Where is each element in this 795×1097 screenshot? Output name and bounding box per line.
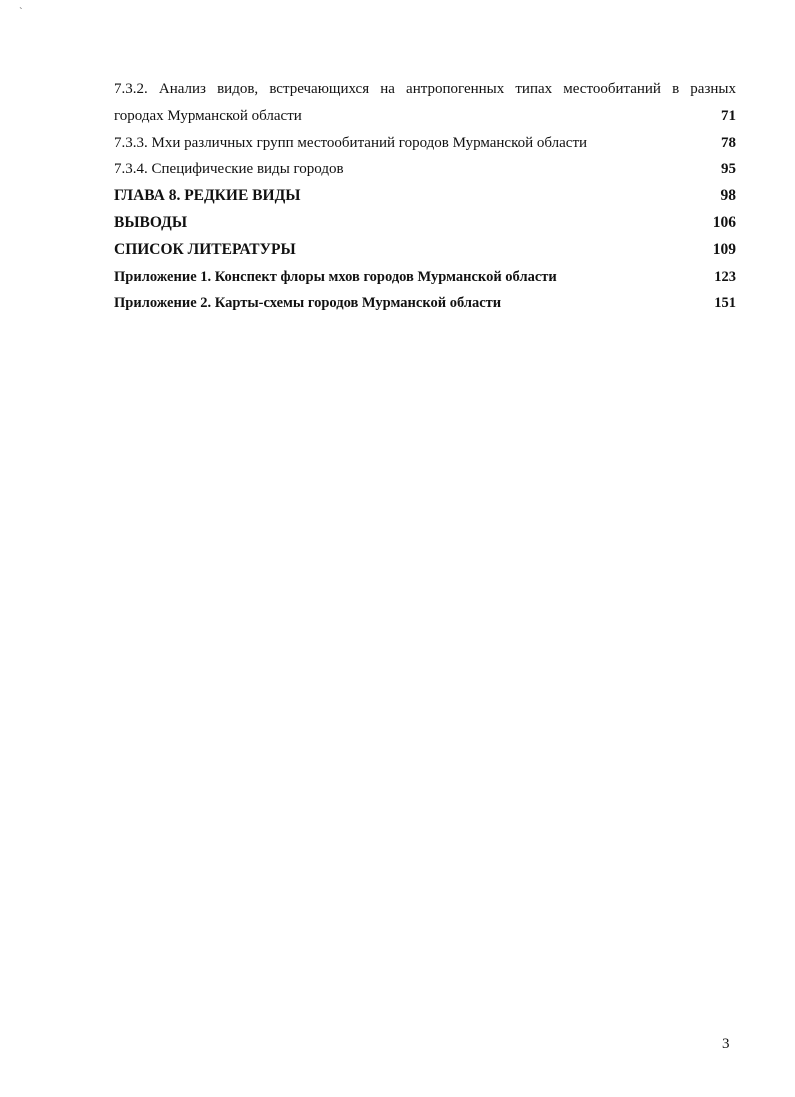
toc-entry-page: 78 [721,134,736,151]
table-of-contents [114,76,736,317]
toc-entry-appendix-1 [114,264,736,291]
toc-entry-page: 98 [720,187,736,205]
toc-entry-title: СПИСОК ЛИТЕРАТУРЫ [114,240,296,258]
toc-entry-chapter-8 [114,183,736,210]
toc-entry-page: 71 [721,107,736,124]
toc-entry-7-3-2-line-1: 7.3.2. Анализ видов, встречающихся на антропогенных типах местообитаний в разных [114,81,736,97]
page-number: 3 [722,1036,730,1052]
toc-entry-title: 7.3.3. Мхи различных групп местообитаний городов Мурманской области [114,134,588,151]
toc-entry-title: ГЛАВА 8. РЕДКИЕ ВИДЫ [114,187,301,205]
toc-entry-page: 106 [712,213,736,231]
toc-entry-title: городах Мурманской области [114,107,302,124]
toc-entry-conclusions [114,210,736,237]
toc-entry-title: ВЫВОДЫ [114,213,188,231]
toc-entry-page: 109 [712,240,736,258]
toc-entry-7-3-4 [114,156,736,183]
toc-entry-7-3-3 [114,130,736,157]
toc-entry-page: 95 [721,161,736,178]
toc-entry-appendix-2 [114,290,736,317]
toc-entry-page: 123 [714,268,736,285]
scan-mark: ` [19,6,23,18]
toc-entry-title: Приложение 1. Конспект флоры мхов городов Мурманской области [114,268,557,285]
toc-entry-title: 7.3.4. Специфические виды городов [114,161,344,178]
toc-entry-7-3-2 [114,103,736,130]
toc-entry-page: 151 [714,295,736,312]
toc-entry-title: Приложение 2. Карты-схемы городов Мурманской области [114,295,502,312]
toc-entry-references [114,237,736,264]
